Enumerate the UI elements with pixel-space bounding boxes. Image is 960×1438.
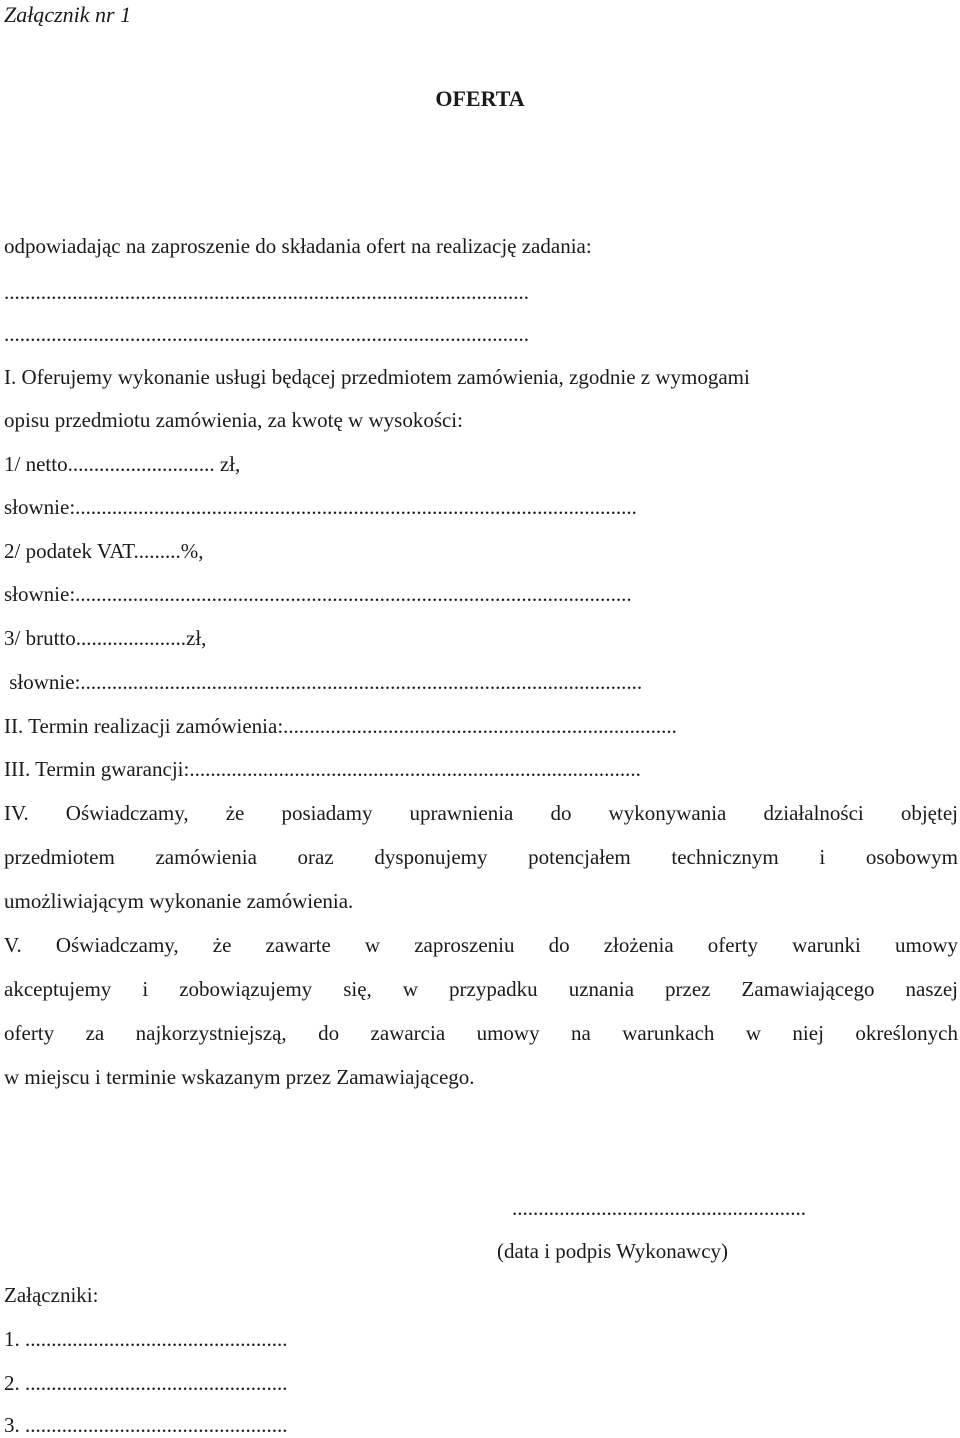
signature-label: (data i podpis Wykonawcy): [497, 1239, 729, 1263]
section-5-line-2: akceptujemy i zobowiązujemy się, w przypadku uznania przez Zamawiającego naszej: [4, 977, 958, 1001]
task-dots-line-1: ....................................................................................................: [4, 280, 529, 304]
section-5-paragraph: [4, 935, 958, 1111]
section-4-line-3: umożliwiającym wykonanie zamówienia.: [4, 889, 354, 913]
signature-dots: ........................................................: [512, 1196, 806, 1220]
section-3-line: III. Termin gwarancji:......................................................................................: [4, 757, 641, 781]
attachment-item-1: 1. ..................................................: [4, 1327, 288, 1351]
brutto-line: 3/ brutto.....................zł,: [4, 626, 207, 650]
section-1-line-2: opisu przedmiotu zamówienia, za kwotę w wysokości:: [4, 408, 463, 432]
task-dots-line-2: ....................................................................................................: [4, 322, 529, 346]
attachments-heading: Załączniki:: [4, 1283, 99, 1307]
section-2-line: II. Termin realizacji zamówienia:...........................................................................: [4, 714, 677, 738]
section-5-line-1: V. Oświadczamy, że zawarte w zaproszeniu do złożenia oferty warunki umowy: [4, 933, 958, 957]
section-1-line-1: I. Oferujemy wykonanie usługi będącej przedmiotem zamówienia, zgodnie z wymogami: [4, 365, 750, 389]
intro-text: odpowiadając na zaproszenie do składania ofert na realizację zadania:: [4, 234, 592, 258]
section-4-line-2: przedmiotem zamówienia oraz dysponujemy potencjałem technicznym i osobowym: [4, 845, 958, 869]
section-5-line-4: w miejscu i terminie wskazanym przez Zamawiającego.: [4, 1065, 475, 1089]
attachment-item-3: 3. ..................................................: [4, 1413, 288, 1437]
attachment-item-2: 2. ..................................................: [4, 1371, 288, 1395]
attachment-label: Załącznik nr 1: [4, 2, 132, 27]
vat-words-line: słownie:..........................................................................................................: [4, 582, 632, 606]
netto-line: 1/ netto............................ zł,: [4, 452, 241, 476]
brutto-words-line: słownie:...........................................................................................................: [4, 670, 643, 694]
vat-line: 2/ podatek VAT.........%,: [4, 539, 204, 563]
page-title: OFERTA: [435, 86, 525, 111]
section-4-line-1: IV. Oświadczamy, że posiadamy uprawnienia do wykonywania działalności objętej: [4, 801, 958, 825]
section-5-line-3: oferty za najkorzystniejszą, do zawarcia umowy na warunkach w niej określonych: [4, 1021, 958, 1045]
netto-words-line: słownie:...........................................................................................................: [4, 495, 637, 519]
section-4-paragraph: [4, 803, 958, 935]
